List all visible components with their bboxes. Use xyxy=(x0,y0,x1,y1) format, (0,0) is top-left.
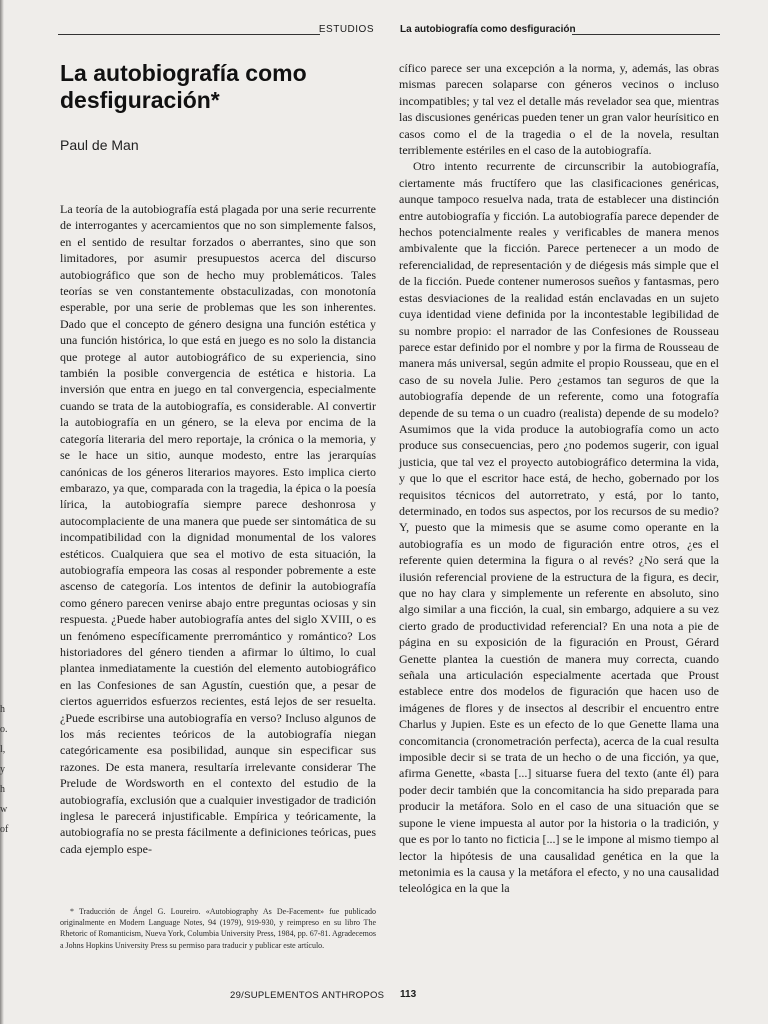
running-header-right xyxy=(400,22,720,38)
margin-mark: of xyxy=(0,824,9,835)
spine-shadow xyxy=(0,0,4,1024)
left-column xyxy=(60,201,376,857)
body-paragraph: La teoría de la autobiografía está plagada por una serie recurrente de interrogantes y acercamientos que no son simplemente falsos, en el sentido de resultar forzados o aberrantes, sino que son limitadores, por asumir presupuestos acerca del discurso autobiográfico que son de hecho muy problemáticos. Tales teorías se ven constantemente obstaculizadas, con monotonía esperable, por una serie de problemas que les son inherentes. Dado que el concepto de género designa una función estética y una función histórica, lo que está en juego es no solo la distancia que protege al autor autobiográfico de su experiencia, sino también la posible convergencia de estética e historia. La inversión que entra en juego en tal convergencia, especialmente cuando se trata de la autobiografía, es considerable. Al convertir la autobiografía en un género, se la eleva por encima de la categoría literaria del mero reportaje, la crónica o la memoria, y se le hace un sitio, aunque modesto, entre las jerarquías canónicas de los géneros literarios mayores. Esto implica cierto embarazo, ya que, comparada con la tragedia, la épica o la poesía lírica, la autobiografía siempre parece deshonrosa y autocomplaciente de una manera que puede ser sintomática de su incompatibilidad con la dignidad monumental de los valores estéticos. Cualquiera que sea el motivo de esta situación, la autobiografía empeora las cosas al responder pobremente a este ascenso de categoría. Los intentos de definir la autobiografía como género parecen venirse abajo entre preguntas ociosas y sin respuesta. ¿Puede haber autobiografía antes del siglo XVIII, o es un fenómeno específicamente prerromántico y romántico? Los historiadores del género tienden a afirmar lo último, lo cual plantea inmediatamente la cuestión del elemento autobiográfico en las Confesiones de san Agustín, cuestión que, a pesar de ciertos aguerridos esfuerzos recientes, está lejos de ser resuelta. ¿Puede escribirse una autobiografía en verso? Incluso algunos de los más recientes teóricos de la autobiografía niegan categóricamente esa posibilidad, aunque sin especificar sus razones. De esta manera, resultaría irrelevante considerar The Prelude de Wordsworth en el contexto del estudio de la autobiografía, exclusión que a cualquier investigador de tradición inglesa le parecerá injustificable. Empírica y teóricamente, la autobiografía no se presta fácilmente a definiciones teóricas, pues cada ejemplo espe- xyxy=(60,202,376,856)
page-number: 113 xyxy=(400,989,417,1000)
body-paragraph: Otro intento recurrente de circunscribir la autobiografía, ciertamente más fructífero que las clasificaciones genéricas, aunque tampoco resuelva nada, trata de establecer una distinción entre autobiografía y ficción. La autobiografía parece depender de hechos potencialmente reales y verificables de manera menos ambivalente que la ficción. Parece pertenecer a un modo de referencialidad, de representación y de diégesis más simple que el de la ficción. Puede contener numerosos sueños y fantasmas, pero estas desviaciones de la realidad están enclavadas en un sujeto cuya identidad viene definida por la incontestable legibilidad de su nombre propio: el narrador de las Confesiones de Rousseau parece estar definido por el nombre y por la firma de Rousseau de manera más universal, según admite el propio Rousseau, que en el caso de su novela Julie. Pero ¿estamos tan seguros de que la autobiografía depende de un referente, como una fotografía depende de su tema o un cuadro (realista) depende de su modelo? Asumimos que la vida produce la autobiografía como un acto produce sus consecuencias, pero ¿no podemos sugerir, con igual justicia, que tal vez el proyecto autobiográfico determina la vida, y que lo que el escritor hace está, de hecho, gobernado por los requisitos técnicos del autorretrato, y está, por lo tanto, determinado, en todos sus aspectos, por los recursos de su medio? Y, puesto que la mimesis que se asume como operante en la autobiografía es un modo de figuración entre otros, ¿es el referente quien determina la figura o al revés? ¿No será que la ilusión referencial proviene de la estructura de la figura, es decir, que no hay clara y simplemente un referente en absoluto, sino algo similar a una ficción, la cual, sin embargo, adquiere a su vez cierto grado de productividad referencial? En una nota a pie de página en su exposición de la figuración en Proust, Gérard Genette plantea la cuestión de manera muy correcta, cuando señala una articulación especialmente acertada que Proust establece entre dos modelos de figuración que hacen uso de imágenes de flores y de insectos al describir el encuentro entre Charlus y Jupien. Este es un efecto de lo que Genette llama una concomitancia (cronometración perfecta), acerca de la cual resulta imposible decir si se trata de un hecho o de una ficción, ya que, afirma Genette, «basta [...] situarse fuera del texto (ante él) para poder decir también que la concomitancia ha sido preparada para producir la metáfora. Solo en el caso de una situación que se supone le viene impuesta al autor por la historia o la tradición, y que es por lo tanto no ficticia [...] se le impone al mismo tiempo al lector la hipótesis de una causalidad genética en la que la metonimia es la causa y la metáfora el efecto, y no una causalidad teleológica en la que la xyxy=(399,159,719,896)
running-title: La autobiografía como desfiguración xyxy=(400,24,576,35)
header-rule-right xyxy=(572,34,720,35)
margin-marks xyxy=(0,700,14,840)
right-column xyxy=(399,60,719,897)
article-title: La autobiografía como desfiguración* xyxy=(60,60,307,113)
margin-mark: l, xyxy=(0,744,6,755)
margin-mark: w xyxy=(0,804,8,815)
footnote: * Traducción de Ángel G. Loureiro. «Autobiography As De-Facement» fue publicado originalmente en Modern Language Notes, 94 (1979), 919-930, y reimpreso en su libro The Rhetoric of Romanticism, Nueva York, Columbia University Press, 1984, pp. 67-81. Agradecemos a Johns Hopkins University Press su permiso para traducir y publicar este artículo. xyxy=(60,907,376,950)
margin-mark: y xyxy=(0,764,5,775)
article-author: Paul de Man xyxy=(60,137,139,153)
running-header-left xyxy=(58,22,378,38)
journal-footer: 29/SUPLEMENTOS ANTHROPOS xyxy=(230,990,385,1001)
header-rule-left xyxy=(58,34,320,35)
section-label: ESTUDIOS xyxy=(318,24,374,35)
body-paragraph: cífico parece ser una excepción a la norma, y, además, las obras mismas parecen solaparse con géneros vecinos o incluso incompatibles; y tal vez el detalle más revelador sea que, mientras las discusiones genéricas pueden tener un gran valor heurísitico en casos como el de la tragedia o el de la novela, resultan terriblemente estériles en el caso de la autobiografía. xyxy=(399,61,719,158)
margin-mark: h xyxy=(0,784,5,795)
margin-mark: o. xyxy=(0,724,8,735)
margin-mark: h xyxy=(0,704,5,715)
